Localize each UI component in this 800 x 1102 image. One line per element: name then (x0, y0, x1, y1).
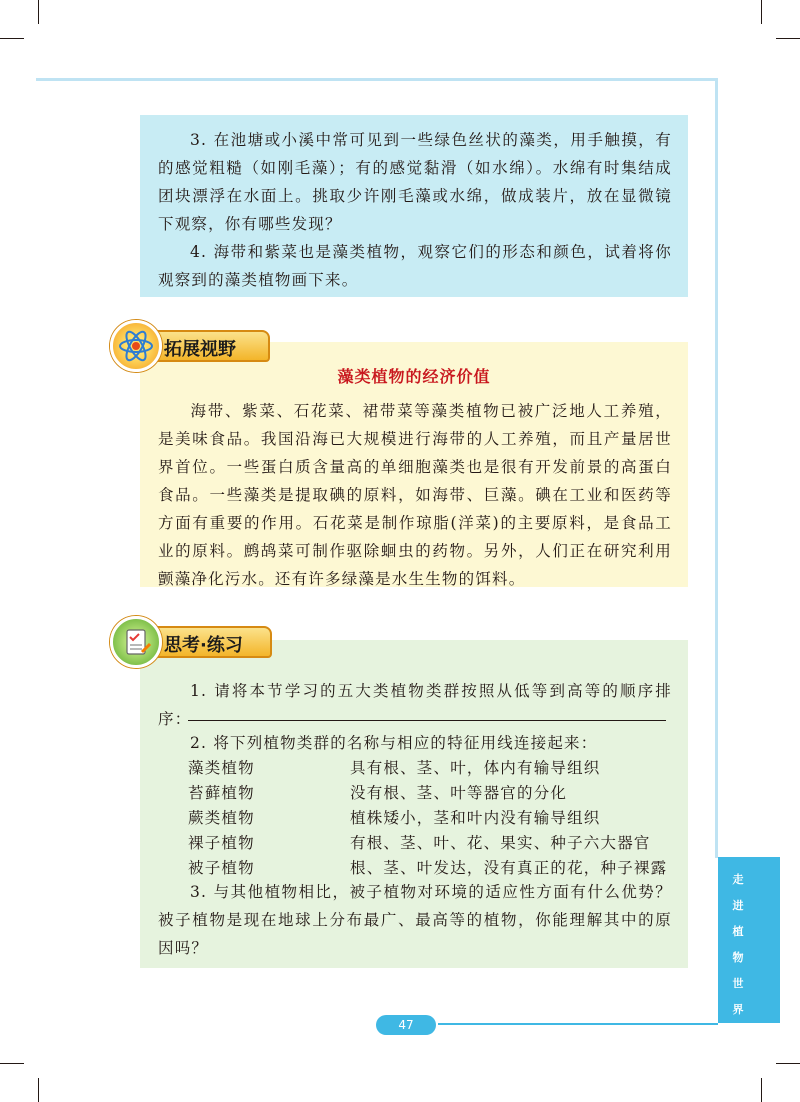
match-row (188, 756, 601, 781)
extension-title: 藻类植物的经济价值 (337, 367, 491, 386)
side-tab-char: 植 (732, 925, 744, 938)
match-right: 具有根、茎、叶，体内有输导组织 (350, 759, 601, 777)
side-tab-char: 物 (732, 951, 744, 964)
page-frame-top (36, 78, 718, 81)
exercise-item-3: 3. 在池塘或小溪中常可见到一些绿色丝状的藻类，用手触摸，有的感觉粗糙（如刚毛藻）；有的感觉黏滑（如水绵）。水绵有时集结成团块漂浮在水面上。挑取少许刚毛藻或水绵，做成装片，放在显微镜下观察，你有哪些发现？ (158, 131, 672, 233)
match-right: 有根、茎、叶、花、果实、种子六大器官 (350, 834, 651, 852)
page-frame-right (715, 78, 718, 858)
extension-body: 海带、紫菜、石花菜、裙带菜等藻类植物已被广泛地人工养殖，是美味食品。我国沿海已大规模进行海带的人工养殖，而且产量居世界首位。一些蛋白质含量高的单细胞藻类也是很有开发前景的高蛋白食品。一些藻类是提取碘的原料，如海带、巨藻。碘在工业和医药等方面有重要的作用。石花菜是制作琼脂(洋菜)的主要原料，是食品工业的原料。鹧鸪菜可制作驱除蛔虫的药物。另外，人们正在研究利用颤藻净化污水。还有许多绿藻是水生生物的饵料。 (158, 402, 672, 588)
crop-mark (776, 1063, 800, 1064)
badge-label: 拓展视野 (164, 339, 236, 360)
chapter-side-tab (718, 857, 780, 1023)
match-row (188, 806, 601, 831)
crop-mark (38, 1078, 39, 1102)
page-number: 47 (376, 1015, 436, 1035)
side-tab-char: 进 (732, 899, 744, 912)
match-right: 根、茎、叶发达，没有真正的花，种子裸露 (350, 859, 668, 877)
match-left: 蕨类植物 (188, 809, 255, 827)
badge-label: 思考·练习 (164, 635, 243, 656)
crop-mark (0, 1063, 24, 1064)
crop-mark (0, 38, 24, 39)
match-row (188, 781, 568, 806)
match-left: 被子植物 (188, 859, 255, 877)
crop-mark (761, 0, 762, 24)
crop-mark (776, 38, 800, 39)
side-tab-char: 走 (732, 873, 744, 886)
exercise-item-4: 4. 海带和紫菜也是藻类植物，观察它们的形态和颜色，试着将你观察到的藻类植物画下来。 (158, 243, 672, 289)
side-tab-char: 界 (732, 1003, 744, 1016)
match-left: 藻类植物 (188, 759, 255, 777)
practice-q1: 1. 请将本节学习的五大类植物类群按照从低等到高等的顺序排序： (158, 682, 672, 728)
checklist-icon (110, 616, 162, 668)
page-footer-line (438, 1023, 718, 1025)
match-left: 裸子植物 (188, 834, 255, 852)
crop-mark (38, 0, 39, 24)
match-right: 没有根、茎、叶等器官的分化 (350, 784, 568, 802)
match-right: 植株矮小，茎和叶内没有输导组织 (350, 809, 601, 827)
side-tab-char: 世 (732, 977, 744, 990)
practice-q3: 3. 与其他植物相比，被子植物对环境的适应性方面有什么优势？被子植物是现在地球上分布最广、最高等的植物，你能理解其中的原因吗？ (158, 883, 672, 957)
match-left: 苔藓植物 (188, 784, 255, 802)
answer-line (188, 720, 666, 721)
practice-q2: 2. 将下列植物类群的名称与相应的特征用线连接起来： (190, 734, 598, 752)
match-row (188, 831, 651, 856)
crop-mark (761, 1078, 762, 1102)
